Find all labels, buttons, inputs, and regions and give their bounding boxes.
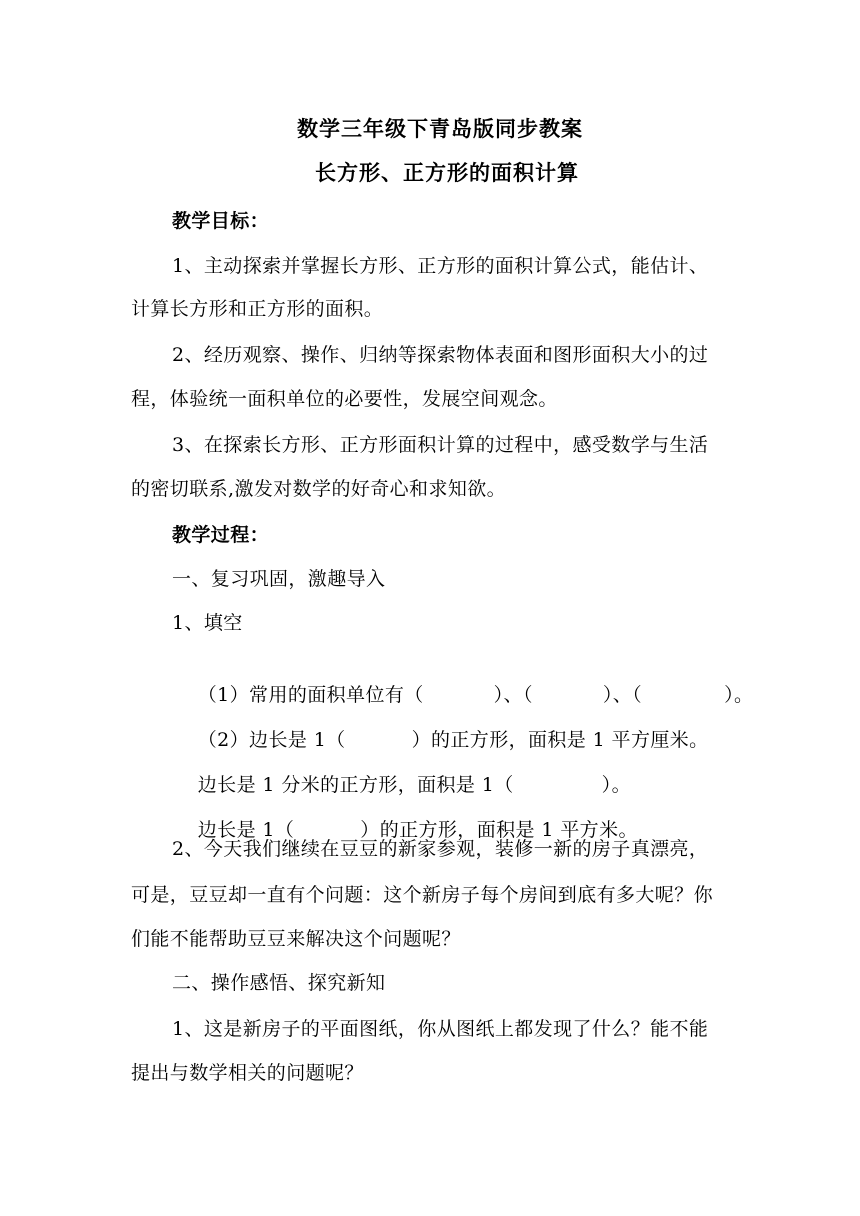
fill-question-1-part-a: （1）常用的面积单位有（: [197, 684, 424, 706]
goal-3-line-1: 3、在探索长方形、正方形面积计算的过程中，感受数学与生活: [172, 434, 709, 456]
item-2-line-1: 2、今天我们继续在豆豆的新家参观，装修一新的房子真漂亮，: [172, 838, 709, 860]
document-title: 数学三年级下青岛版同步教案: [297, 117, 583, 141]
fill-question-3-part-b: ）。: [601, 774, 631, 796]
document-subtitle: 长方形、正方形的面积计算: [315, 161, 579, 185]
goal-3-line-2: 的密切联系,激发对数学的好奇心和求知欲。: [131, 478, 507, 500]
section-1-heading: 一、复习巩固，激趣导入: [172, 568, 386, 590]
goal-1-line-1: 1、主动探索并掌握长方形、正方形的面积计算公式，能估计、: [172, 255, 709, 277]
fill-question-1-part-c: ）、（: [602, 684, 643, 706]
section-2-heading: 二、操作感悟、探究新知: [172, 972, 386, 994]
process-heading: 教学过程：: [172, 524, 270, 546]
fill-question-2-part-b: ）的正方形，面积是 1 平方厘米。: [411, 729, 709, 751]
fill-question-1-part-d: ）。: [724, 684, 754, 706]
goals-heading: 教学目标：: [172, 210, 270, 232]
fill-question-2-part-a: （2）边长是 1（: [197, 729, 346, 751]
fill-question-3-part-a: 边长是 1 分米的正方形，面积是 1（: [197, 774, 514, 796]
fill-question-4-part-a: 边长是 1（: [197, 819, 295, 841]
item-3-line-2: 提出与数学相关的问题呢？: [131, 1062, 364, 1084]
goal-1-line-2: 计算长方形和正方形的面积。: [131, 298, 384, 320]
item-2-line-2: 可是，豆豆却一直有个问题：这个新房子每个房间到底有多大呢？你: [131, 884, 714, 906]
item-3-line-1: 1、这是新房子的平面图纸，你从图纸上都发现了什么？能不能: [172, 1018, 709, 1040]
fill-question-4-part-b: ）的正方形，面积是 1 平方米。: [360, 819, 638, 841]
item-2-line-3: 们能不能帮助豆豆来解决这个问题呢？: [131, 928, 461, 950]
goal-2-line-2: 程，体验统一面积单位的必要性，发展空间观念。: [131, 388, 558, 410]
goal-2-line-1: 2、经历观察、操作、归纳等探索物体表面和图形面积大小的过: [172, 344, 709, 366]
item-1-fill-blank: 1、填空: [172, 612, 243, 634]
fill-question-1-part-b: ）、（: [493, 684, 533, 706]
